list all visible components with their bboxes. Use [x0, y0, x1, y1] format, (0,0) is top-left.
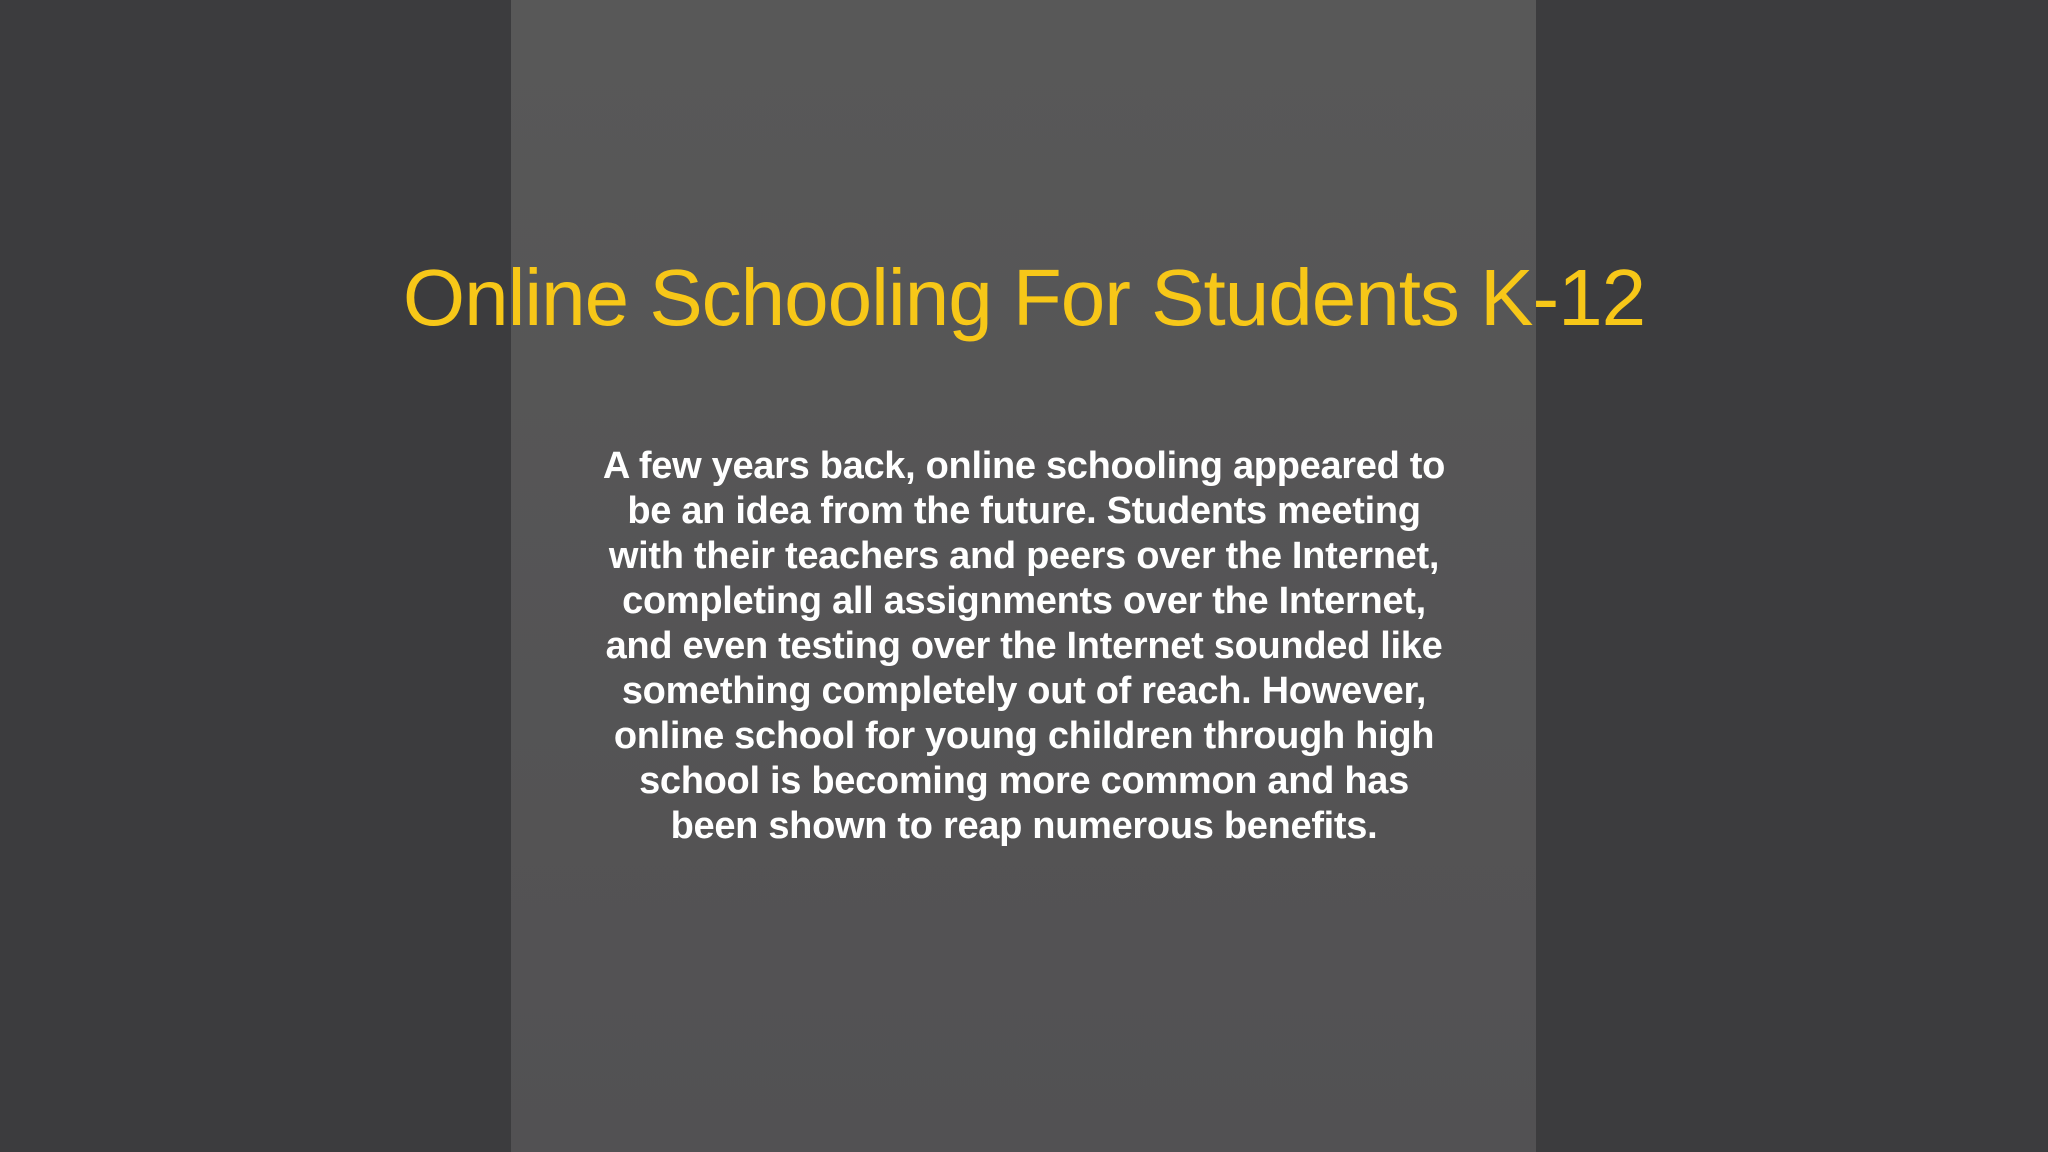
slide-body-text: A few years back, online schooling appeared to be an idea from the future. Students meeting with their teachers and peers over the Internet, completing all assignments over the Internet, and even testing over the Internet sounded like something completely out of reach. However, online school for young children through high school is becoming more common and has been shown to reap numerous benefits. — [602, 445, 1446, 847]
slide-title: Online Schooling For Students K-12 — [402, 252, 1646, 342]
